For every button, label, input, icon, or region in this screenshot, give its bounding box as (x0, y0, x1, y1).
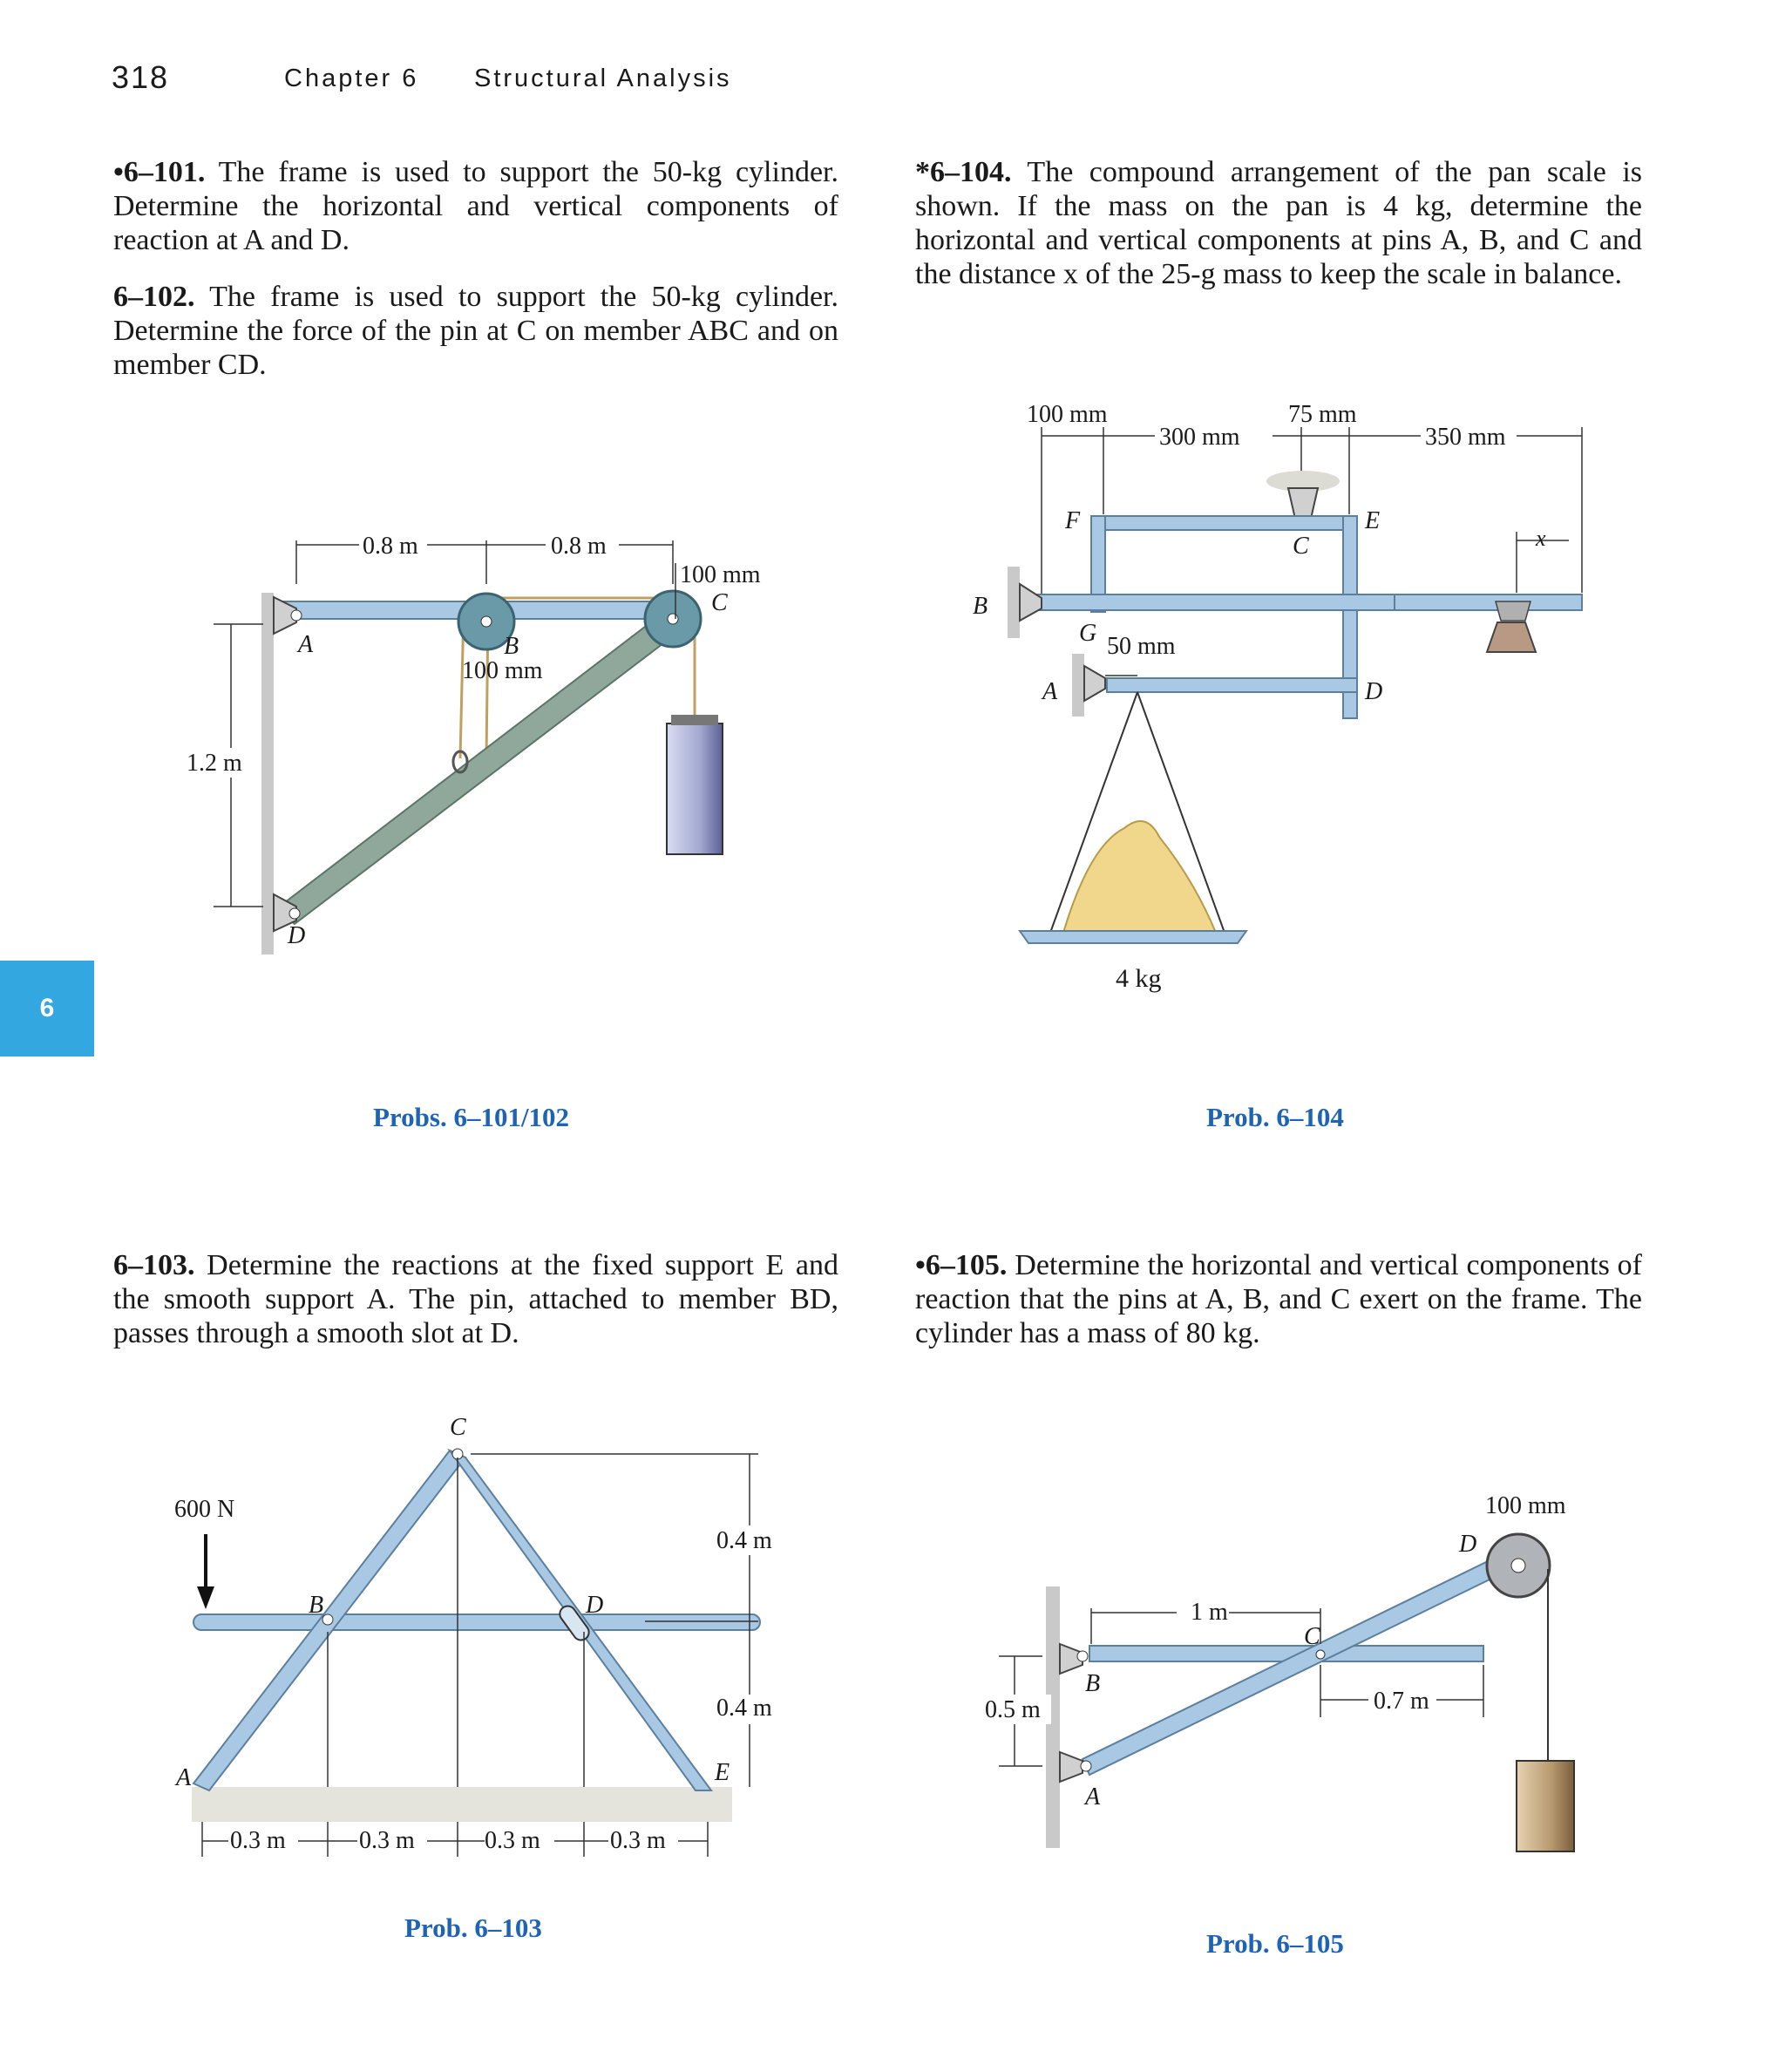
label-c: C (450, 1414, 466, 1441)
label-a: A (1042, 678, 1058, 705)
problem-text: Determine the horizontal and vertical components of reaction that the pins at A, B, and C exert on the frame. The cylinder has a mass of 80 kg. (915, 1249, 1642, 1349)
dim-75mm: 75 mm (1288, 401, 1357, 428)
problem-text: Determine the reactions at the fixed support E and the smooth support A. The pin, attached to member BD, passes through a smooth slot at D. (113, 1249, 838, 1349)
wall (261, 593, 274, 954)
dim-100mm: 100 mm (1027, 401, 1108, 428)
dim-100mm-c: 100 mm (680, 561, 761, 588)
label-c: C (1304, 1623, 1320, 1650)
chapter-label: Chapter 6 (284, 65, 419, 92)
label-d: D (1459, 1531, 1477, 1558)
chapter-tab (0, 961, 94, 1056)
problem-text: The frame is used to support the 50-kg cylinder. Determine the horizontal and vertical components of reaction at A and D. (113, 156, 838, 256)
pan-scale-figure-6-104 (959, 392, 1621, 1002)
problem-text: The compound arrangement of the pan scale is shown. If the mass on the pan is 4 kg, determine the horizontal and vertical components at pins A, B, and C and the distance x of the 25-g mass to keep the scale in balance. (915, 156, 1643, 290)
label-e: E (1365, 507, 1381, 534)
member-bd (193, 1614, 760, 1630)
page-number: 318 (112, 59, 170, 95)
beam-a (1107, 678, 1357, 692)
dim-0.5m: 0.5 m (985, 1696, 1041, 1723)
problem-number: 6–103. (113, 1249, 195, 1281)
problem-6-102 (113, 280, 838, 382)
label-g: G (1079, 620, 1097, 647)
a-frame-figure-6-103 (157, 1403, 819, 1909)
dim-100mm-b: 100 mm (462, 657, 543, 684)
member-cd (277, 607, 689, 924)
label-d: D (1365, 678, 1383, 705)
label-d: D (288, 922, 306, 949)
ground (192, 1787, 732, 1822)
dim-0.4m-bottom: 0.4 m (716, 1695, 772, 1722)
figure-caption-6-104: Prob. 6–104 (1206, 1102, 1344, 1132)
problem-number: •6–105. (915, 1249, 1008, 1281)
problem-6-101 (113, 155, 838, 257)
graduated-bar (1395, 594, 1582, 610)
label-a: A (298, 631, 314, 658)
dim-1.2m: 1.2 m (187, 750, 242, 777)
dim-0.8m-ab: 0.8 m (363, 533, 418, 560)
dim-1m: 1 m (1191, 1599, 1228, 1626)
dim-0.4m-top: 0.4 m (716, 1527, 772, 1554)
label-f: F (1065, 507, 1081, 534)
member-fe (1091, 516, 1357, 530)
label-d: D (586, 1592, 604, 1619)
label-c: C (1293, 533, 1309, 560)
cylinder (1517, 1761, 1574, 1851)
dim-0.3m-4: 0.3 m (610, 1827, 666, 1854)
pan (1020, 931, 1246, 943)
label-b: B (973, 593, 988, 620)
problem-6-104 (915, 155, 1642, 291)
cylinder (667, 724, 723, 854)
problem-6-105 (915, 1248, 1642, 1350)
load-label: 600 N (174, 1496, 235, 1523)
dim-50mm: 50 mm (1107, 633, 1176, 660)
problem-number: *6–104. (915, 156, 1012, 188)
frame-figure-6-101 (166, 514, 793, 968)
dim-300mm: 300 mm (1159, 424, 1240, 451)
figure-caption-6-105: Prob. 6–105 (1206, 1928, 1344, 1959)
sand-pile (1063, 821, 1216, 933)
figure-caption-6-101: Probs. 6–101/102 (373, 1102, 570, 1132)
problem-6-103 (113, 1248, 838, 1350)
label-a: A (176, 1764, 192, 1791)
dim-0.8m-bc: 0.8 m (551, 533, 607, 560)
dim-0.3m-3: 0.3 m (485, 1827, 540, 1854)
chapter-tab-number: 6 (39, 994, 55, 1022)
dim-100mm: 100 mm (1485, 1492, 1566, 1519)
label-b: B (309, 1592, 324, 1619)
mass-label: 4 kg (1116, 964, 1162, 993)
frame-figure-6-105 (959, 1482, 1621, 1865)
problem-text: The frame is used to support the 50-kg cylinder. Determine the force of the pin at C on member ABC and on member CD. (113, 281, 838, 381)
figure-caption-6-103: Prob. 6–103 (404, 1912, 542, 1943)
beam-b (1030, 594, 1414, 610)
dim-350mm: 350 mm (1425, 424, 1506, 451)
dim-0.3m-1: 0.3 m (230, 1827, 286, 1854)
label-b: B (1085, 1670, 1101, 1697)
section-title: Structural Analysis (474, 65, 732, 92)
dim-0.3m-2: 0.3 m (359, 1827, 415, 1854)
problem-number: 6–102. (113, 281, 195, 313)
label-e: E (715, 1759, 730, 1786)
dim-0.7m: 0.7 m (1374, 1688, 1429, 1715)
label-b: B (504, 633, 519, 660)
problem-number: •6–101. (113, 156, 206, 188)
slider-mass (1487, 622, 1536, 652)
dim-x: x (1536, 526, 1546, 551)
label-c: C (711, 589, 728, 616)
label-a: A (1085, 1783, 1101, 1810)
